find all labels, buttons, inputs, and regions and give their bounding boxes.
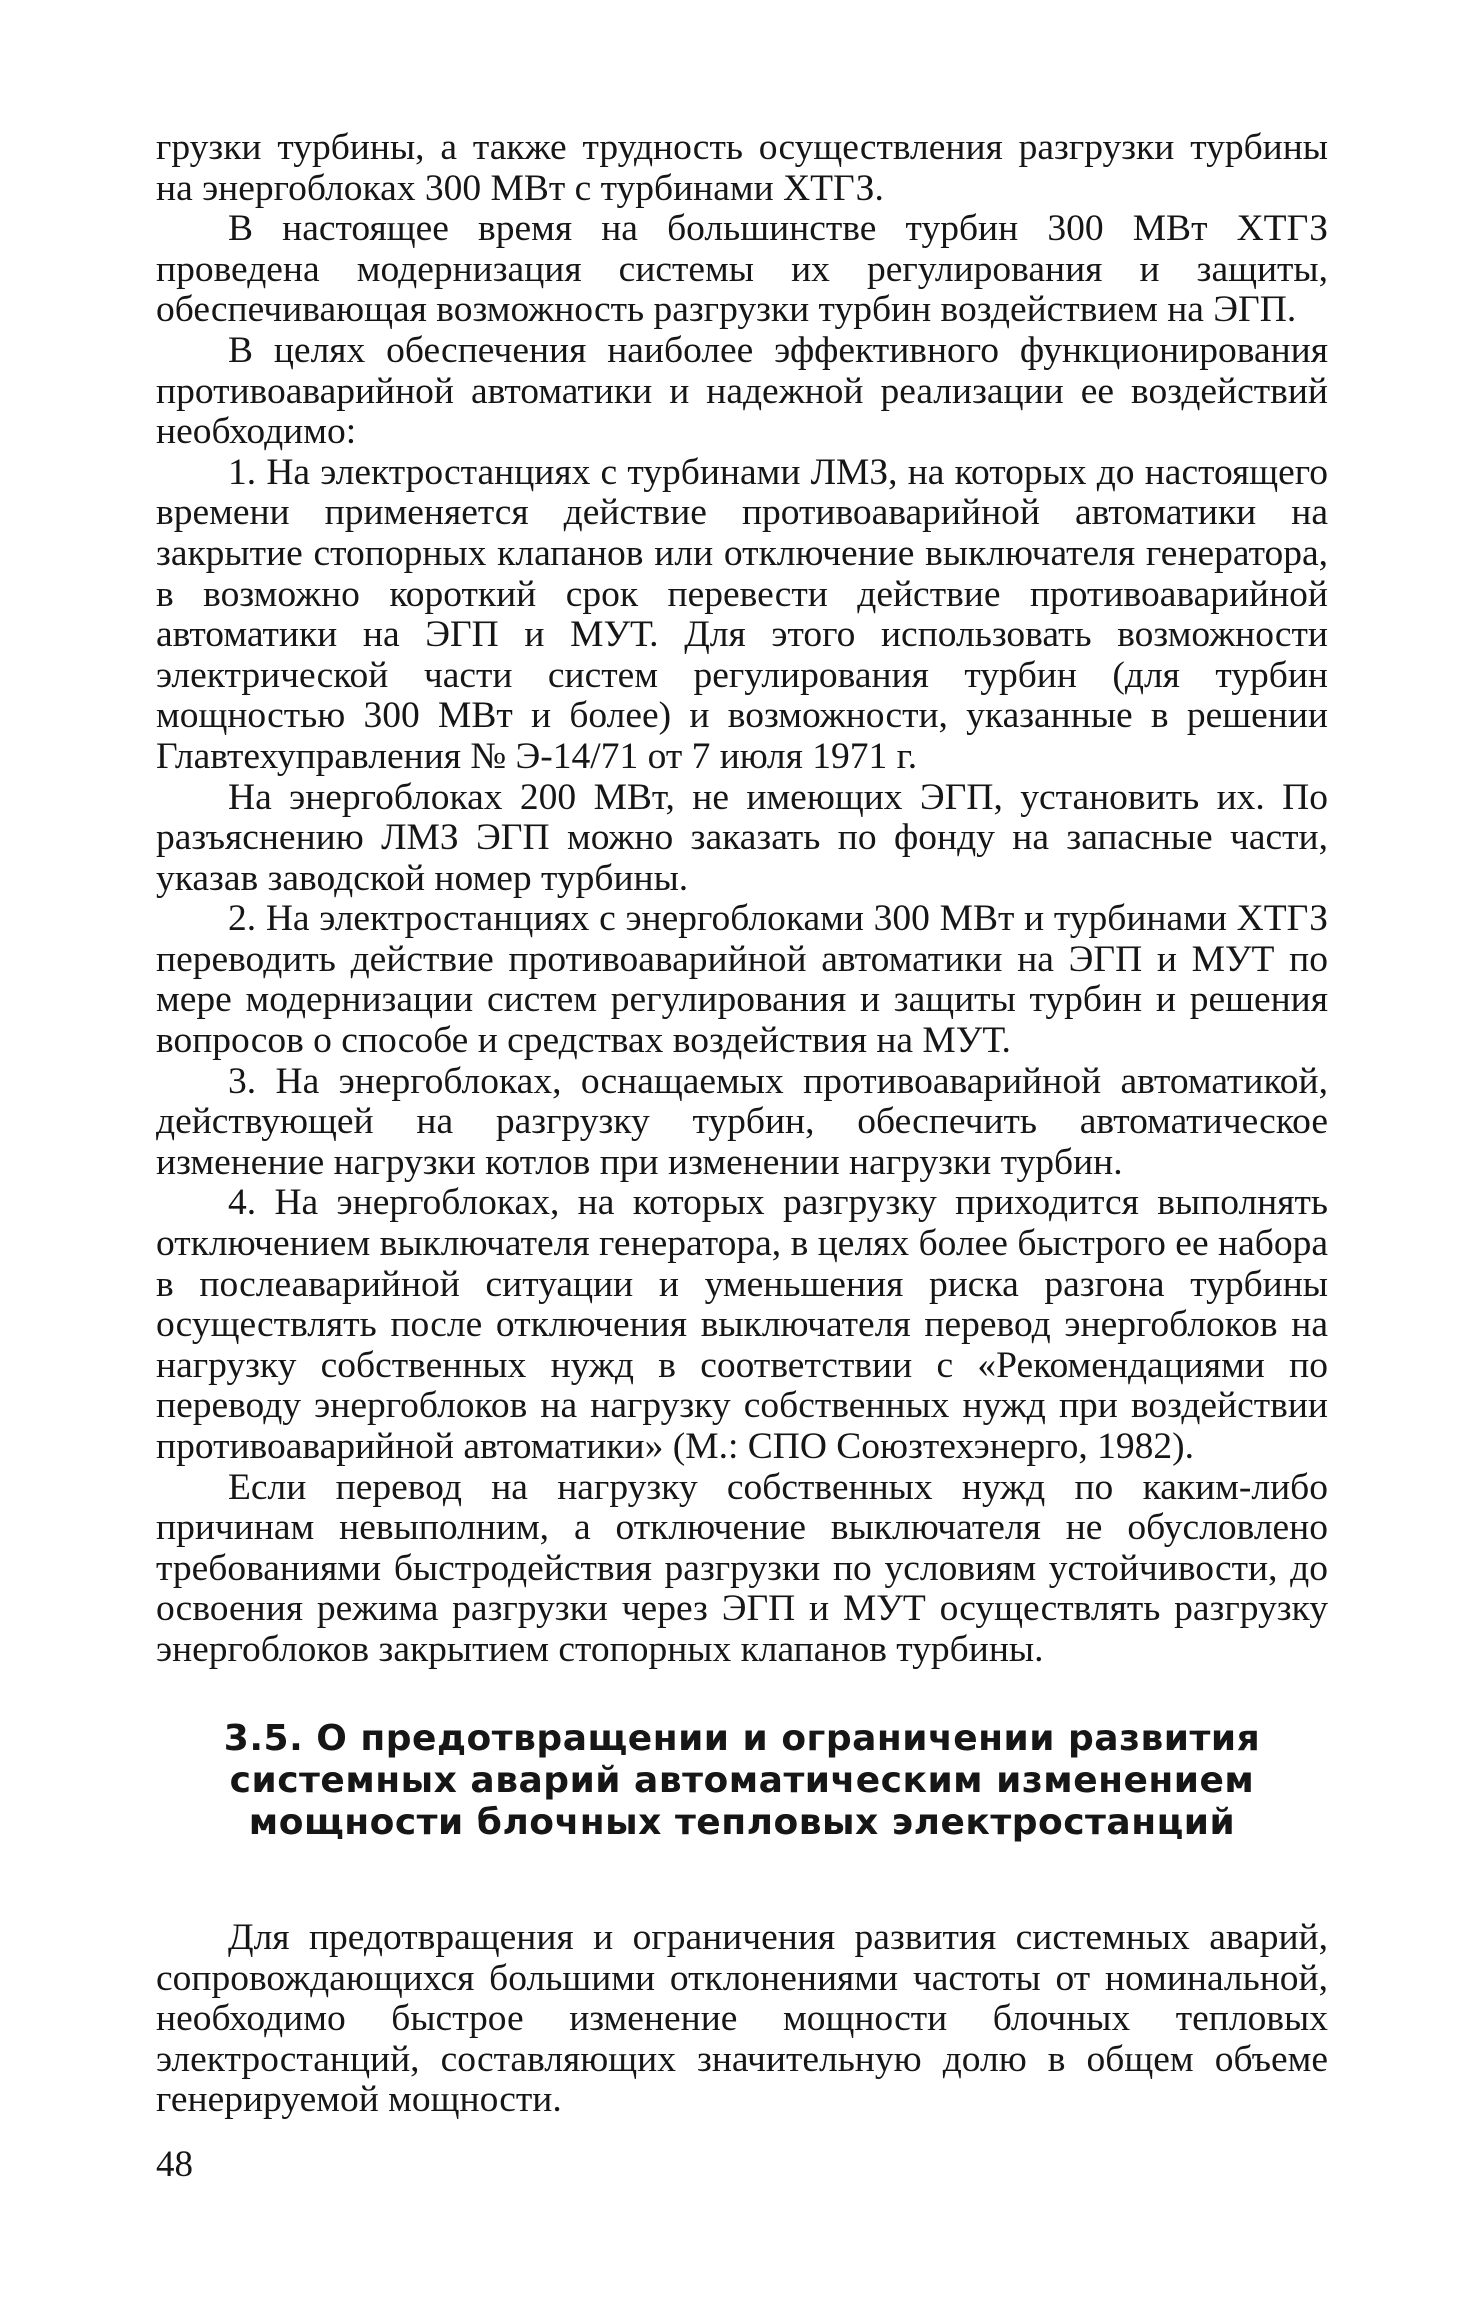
list-item-2: 2. На электростанциях с энергоблоками 300 МВт и турбинами ХТГЗ переводить действие противоаварийной автоматики на ЭГП и МУТ по мере модернизации систем регулирования и защиты турбин и решения вопросов о способе и средствах воздействия на МУТ. [156,898,1328,1062]
paragraph-requirements-intro: В целях обеспечения наиболее эффективного функционирования противоаварийной автоматики и надежной реализации ее воздействий необходимо: [156,329,1328,453]
paragraph-fallback: Если перевод на нагрузку собственных нужд по каким-либо причинам невыполним, а отключение выключателя не обусловлено требованиями быстродействия разгрузки по условиям устойчивости, до освоения режима разгрузки через ЭГП и МУТ осуществлять разгрузку энергоблоков закрытием стопорных клапанов турбины. [156,1466,1328,1670]
body-text [156,128,1328,1671]
list-item-1: 1. На электростанциях с турбинами ЛМЗ, на которых до настоящего времени применяется действие противоаварийной автоматики на закрытие стопорных клапанов или отключение выключателя генератора, в возможно короткий срок перевести действие противоаварийной автоматики на ЭГП и МУТ. Для этого использовать возможности электрической части систем регулирования турбин (для турбин мощностью 300 МВт и более) и возможности, указанные в решении Главтехуправления № Э-14/71 от 7 июля 1971 г. [156,451,1328,777]
section-heading-line: мощности блочных тепловых электростанций [248,1802,1236,1843]
section-paragraph: Для предотвращения и ограничения развития системных аварий, сопровождающихся большими отклонениями частоты от номинальной, необходимо быстрое изменение мощности блочных тепловых электростанций, составляющих значительную долю в общем объеме генерируемой мощности. [156,1917,1328,2121]
section-body [156,1918,1328,2121]
section-heading-line: 3.5. О предотвращении и ограничении развития [223,1718,1261,1759]
page-number: 48 [156,2144,193,2185]
paragraph-continuation: грузки турбины, а также трудность осуществления разгрузки турбины на энергоблоках 300 МВт с турбинами ХТГЗ. [156,127,1328,209]
paragraph-modernization: В настоящее время на большинстве турбин 300 МВт ХТГЗ проведена модернизация системы их регулирования и защиты, обеспечивающая возможность разгрузки турбин воздействием на ЭГП. [156,208,1328,331]
paragraph-200mw-units: На энергоблоках 200 МВт, не имеющих ЭГП, установить их. По разъяснению ЛМЗ ЭГП можно заказать по фонду на запасные части, указав заводской номер турбины. [156,776,1328,899]
section-heading-line: системных аварий автоматическим изменением [229,1760,1255,1801]
list-item-4: 4. На энергоблоках, на которых разгрузку приходится выполнять отключением выключателя генератора, в целях более быстрого ее набора в послеаварийной ситуации и уменьшения риска разгона турбины осуществлять после отключения выключателя перевод энергоблоков на нагрузку собственных нужд в соответствии с «Рекомендациями по переводу энергоблоков на нагрузку собственных нужд при воздействии противоаварийной автоматики» (М.: СПО Союзтехэнерго, 1982). [156,1182,1328,1467]
section-heading [156,1718,1328,1844]
list-item-3: 3. На энергоблоках, оснащаемых противоаварийной автоматикой, действующей на разгрузку турбин, обеспечить автоматическое изменение нагрузки котлов при изменении нагрузки турбин. [156,1060,1328,1183]
